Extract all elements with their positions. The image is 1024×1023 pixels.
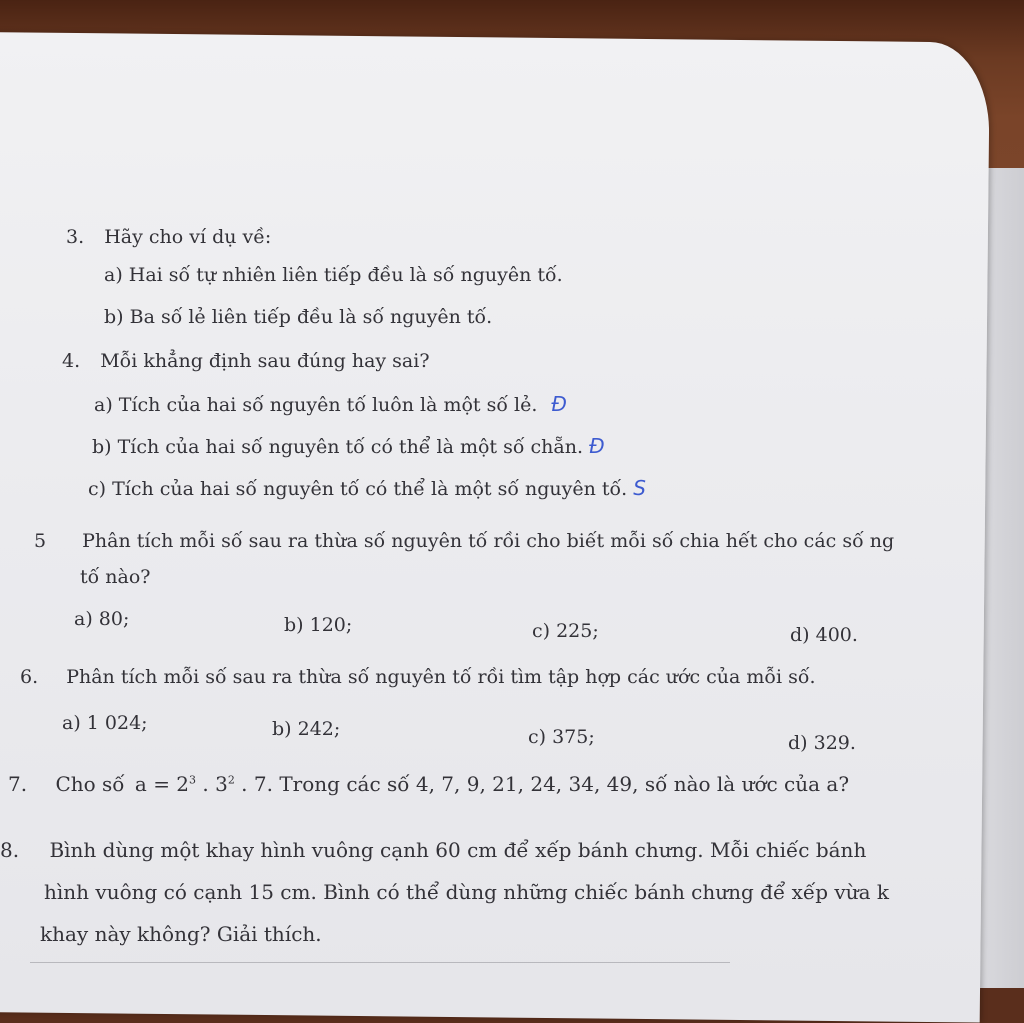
q6-heading — [20, 666, 816, 689]
q5-prompt-line1: Phân tích mỗi số sau ra thừa số nguyên tố rồi cho biết mỗi số chia hết cho các số ng — [82, 530, 895, 552]
page-bottom-rule — [30, 962, 730, 963]
q7-suffix: . 7. Trong các số 4, 7, 9, 21, 24, 34, 49, số nào là ước của a? — [234, 772, 850, 796]
q3-number: 3. — [66, 226, 85, 248]
q8-text-line2: hình vuông có cạnh 15 cm. Bình có thể dùng những chiếc bánh chưng để xếp vừa k — [44, 880, 889, 904]
q4-item-c — [88, 476, 646, 501]
q7-exponent-1: 3 — [189, 773, 197, 787]
q4-mark-b: Đ — [589, 434, 605, 458]
q7-prefix: Cho số — [55, 772, 125, 796]
q8-text-line3: khay này không? Giải thích. — [40, 922, 322, 946]
q5-heading — [34, 530, 1024, 553]
q4-item-c-text: c) Tích của hai số nguyên tố có thể là một số nguyên tố. — [88, 478, 628, 500]
q6-number: 6. — [20, 666, 39, 688]
q7-dot-three: . 3 — [196, 772, 228, 796]
q3-heading — [66, 226, 271, 249]
q3-item-a: a) Hai số tự nhiên liên tiếp đều là số nguyên tố. — [104, 264, 563, 286]
q5-prompt-line2: tố nào? — [80, 566, 151, 588]
q4-heading — [62, 350, 430, 373]
q6-item-a: a) 1 024; — [62, 712, 148, 734]
q4-item-b — [92, 434, 605, 459]
q7-line — [8, 772, 849, 796]
q4-prompt: Mỗi khẳng định sau đúng hay sai? — [100, 350, 430, 372]
q4-item-a — [94, 392, 567, 417]
q5-number: 5 — [34, 530, 47, 552]
q8-number: 8. — [0, 838, 20, 862]
q6-item-b: b) 242; — [272, 718, 341, 740]
q4-mark-a: Đ — [551, 392, 567, 416]
q6-item-d: d) 329. — [788, 732, 856, 754]
q4-number: 4. — [62, 350, 81, 372]
q5-item-b: b) 120; — [284, 614, 353, 636]
q5-item-a: a) 80; — [74, 608, 130, 630]
q3-item-b: b) Ba số lẻ liên tiếp đều là số nguyên tố. — [104, 306, 493, 328]
q6-prompt: Phân tích mỗi số sau ra thừa số nguyên tố rồi tìm tập hợp các ước của mỗi số. — [66, 666, 816, 688]
q8-line1 — [0, 838, 1024, 862]
q7-number: 7. — [8, 772, 28, 796]
q8-text-line1: Bình dùng một khay hình vuông cạnh 60 cm để xếp bánh chưng. Mỗi chiếc bánh — [49, 838, 867, 862]
q5-item-d: d) 400. — [790, 624, 858, 646]
q7-expr-a: a = 2 — [134, 772, 190, 796]
q3-prompt: Hãy cho ví dụ về: — [104, 226, 272, 248]
q4-item-a-text: a) Tích của hai số nguyên tố luôn là một số lẻ. — [94, 394, 538, 416]
q4-mark-c: S — [633, 476, 646, 500]
q7-exponent-2: 2 — [227, 773, 235, 787]
q6-item-c: c) 375; — [528, 726, 595, 748]
q4-item-b-text: b) Tích của hai số nguyên tố có thể là một số chẵn. — [92, 436, 584, 458]
q5-item-c: c) 225; — [532, 620, 599, 642]
